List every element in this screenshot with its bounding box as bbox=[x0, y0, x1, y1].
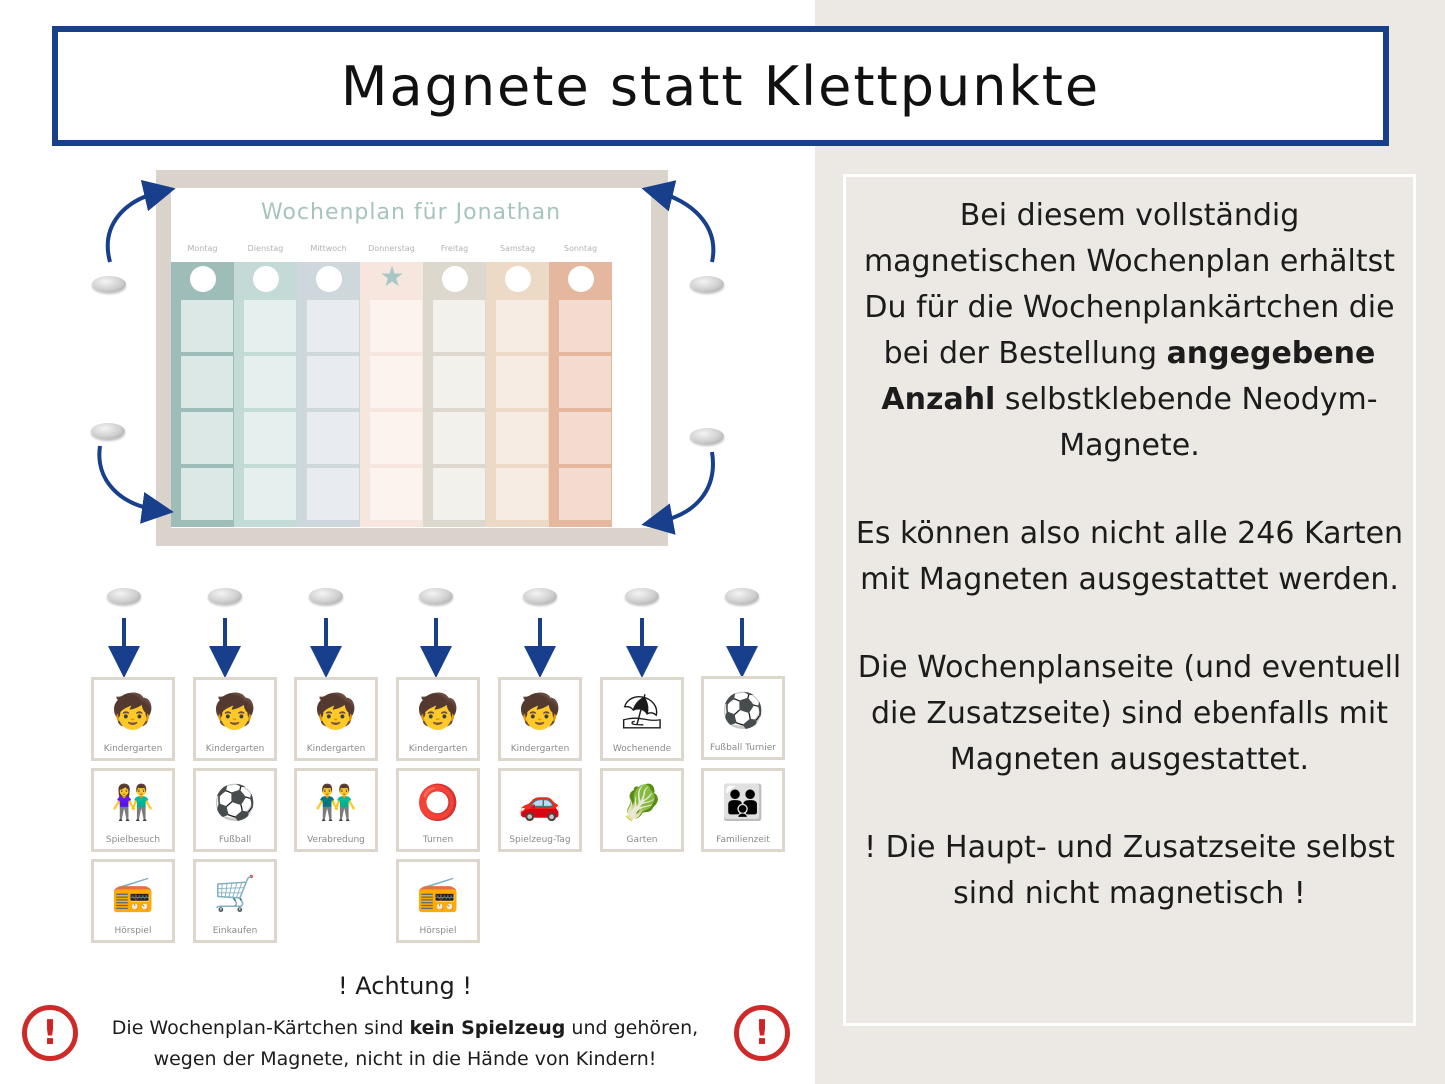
card-label: Kindergarten bbox=[103, 744, 163, 754]
kindergarten-icon: 🧒 bbox=[111, 692, 155, 732]
week-card bbox=[600, 677, 684, 761]
planner-slot bbox=[559, 356, 611, 408]
info-paragraph-3: Die Wochenplanseite (und eventuell die Zusatzseite) sind ebenfalls mit Magneten ausgestattet. bbox=[857, 650, 1402, 777]
card-label: Hörspiel bbox=[419, 926, 457, 936]
warning-heading: ! Achtung ! bbox=[338, 972, 472, 1000]
planner-day-label: Freitag bbox=[440, 244, 469, 253]
arrow-top-left bbox=[108, 192, 160, 262]
planner-slot bbox=[181, 412, 233, 464]
card-label: Einkaufen bbox=[212, 926, 258, 936]
planner-slot bbox=[433, 356, 485, 408]
magnet-icon bbox=[107, 588, 141, 604]
planner-circle bbox=[505, 266, 531, 292]
card-label: Spielzeug-Tag bbox=[509, 835, 571, 845]
planner-day-label: Mittwoch bbox=[310, 244, 347, 253]
card-label: Verabredung bbox=[307, 835, 365, 845]
planner-column bbox=[486, 262, 549, 527]
info-bold-text: angegebene Anzahl bbox=[881, 336, 1376, 417]
planner-slot bbox=[244, 300, 296, 352]
warning-icon: ! bbox=[734, 1005, 790, 1061]
planner-slot bbox=[370, 300, 422, 352]
planner-slot bbox=[370, 468, 422, 520]
planner-slot bbox=[433, 300, 485, 352]
card-label: Fußball bbox=[218, 835, 252, 845]
planner-slot bbox=[181, 356, 233, 408]
info-paragraph-4: ! Die Haupt- und Zusatzseite selbst sind nicht magnetisch ! bbox=[864, 830, 1395, 911]
card-label: Kindergarten bbox=[408, 744, 468, 754]
week-card bbox=[498, 768, 582, 852]
planner-slot bbox=[433, 412, 485, 464]
planner-day-label: Montag bbox=[187, 244, 218, 253]
warning-line1: Die Wochenplan-Kärtchen sind bbox=[111, 1017, 410, 1039]
card-label: Fußball Turnier bbox=[710, 743, 776, 753]
planner-circle bbox=[253, 266, 279, 292]
shopping-icon: 🛒 bbox=[213, 874, 257, 914]
week-card bbox=[498, 677, 582, 761]
magnet-icon bbox=[690, 428, 724, 444]
planner-slot bbox=[559, 468, 611, 520]
info-text: selbstklebende Neodym-Magnete. bbox=[995, 382, 1378, 463]
planner-slot bbox=[559, 412, 611, 464]
page-title: Magnete statt Klettpunkte bbox=[340, 54, 1101, 118]
week-card bbox=[193, 859, 277, 943]
warning-icon: ! bbox=[22, 1005, 78, 1061]
week-card bbox=[294, 768, 378, 852]
arrow-bottom-left bbox=[99, 446, 158, 510]
magnet-icon bbox=[690, 276, 724, 292]
planner-day-label: Donnerstag bbox=[368, 244, 415, 253]
week-card bbox=[396, 768, 480, 852]
info-text: Bei diesem vollständig magnetischen Wochenplan erhältst Du für die Wochenplankärtchen die bei der Bestellung bbox=[863, 198, 1396, 371]
week-card bbox=[600, 768, 684, 852]
magnet-icon bbox=[419, 588, 453, 604]
week-card bbox=[193, 677, 277, 761]
gym-rings-icon: ⭕ bbox=[416, 783, 460, 823]
planner-days bbox=[171, 244, 651, 256]
week-card bbox=[91, 768, 175, 852]
planner-slot bbox=[307, 412, 359, 464]
planner-slot bbox=[244, 412, 296, 464]
star-icon: ★ bbox=[379, 260, 405, 293]
card-label: Garten bbox=[626, 835, 658, 845]
meeting-icon: 👬 bbox=[314, 783, 358, 823]
card-label: Familienzeit bbox=[716, 835, 770, 845]
info-box bbox=[843, 174, 1416, 1026]
card-label: Kindergarten bbox=[510, 744, 570, 754]
radio-icon: 📻 bbox=[416, 874, 460, 914]
magnet-icon bbox=[309, 588, 343, 604]
kindergarten-icon: 🧒 bbox=[518, 692, 562, 732]
planner-column bbox=[171, 262, 234, 527]
planner-slot bbox=[496, 468, 548, 520]
week-card bbox=[701, 676, 785, 760]
planner-slot bbox=[370, 356, 422, 408]
warning-text bbox=[90, 1013, 720, 1075]
family-icon: 👪 bbox=[721, 783, 765, 823]
planner-slot bbox=[307, 300, 359, 352]
magnet-icon bbox=[725, 588, 759, 604]
week-card bbox=[396, 677, 480, 761]
planner-slot bbox=[496, 300, 548, 352]
week-card bbox=[91, 677, 175, 761]
title-banner bbox=[52, 26, 1389, 146]
weekly-planner bbox=[171, 188, 651, 528]
radio-icon: 📻 bbox=[111, 874, 155, 914]
planner-slot bbox=[496, 412, 548, 464]
kindergarten-icon: 🧒 bbox=[416, 692, 460, 732]
magnet-icon bbox=[92, 276, 126, 292]
planner-circle bbox=[316, 266, 342, 292]
planner-column bbox=[423, 262, 486, 527]
info-paragraph-1 bbox=[850, 193, 1409, 469]
magnet-icon bbox=[91, 423, 125, 439]
magnet-icon bbox=[523, 588, 557, 604]
card-label: Turnen bbox=[422, 835, 454, 845]
planner-slot bbox=[433, 468, 485, 520]
planner-slot bbox=[370, 412, 422, 464]
planner-column bbox=[360, 262, 423, 527]
warning-bold: kein Spielzeug bbox=[409, 1017, 566, 1039]
week-card bbox=[91, 859, 175, 943]
planner-day-label: Sonntag bbox=[563, 244, 598, 253]
planner-circle bbox=[190, 266, 216, 292]
playdate-icon: 👫 bbox=[111, 783, 155, 823]
magnet-icon bbox=[208, 588, 242, 604]
planner-slot bbox=[181, 468, 233, 520]
card-label: Wochenende bbox=[612, 744, 672, 754]
card-label: Spielbesuch bbox=[105, 835, 161, 845]
planner-slot bbox=[496, 356, 548, 408]
planner-column bbox=[234, 262, 297, 527]
planner-day-label: Dienstag bbox=[247, 244, 284, 253]
magnet-icon bbox=[625, 588, 659, 604]
week-card bbox=[701, 768, 785, 852]
planner-column bbox=[297, 262, 360, 527]
football-tournament-icon: ⚽ bbox=[721, 691, 765, 731]
football-icon: ⚽ bbox=[213, 783, 257, 823]
planner-slot bbox=[244, 356, 296, 408]
warning-line1-end: und gehören, bbox=[565, 1017, 699, 1039]
week-card bbox=[396, 859, 480, 943]
planner-circle bbox=[442, 266, 468, 292]
week-card bbox=[294, 677, 378, 761]
planner-slot bbox=[244, 468, 296, 520]
planner-title: Wochenplan für Jonathan bbox=[260, 200, 562, 225]
planner-circle bbox=[568, 266, 594, 292]
card-label: Kindergarten bbox=[306, 744, 366, 754]
planner-column bbox=[549, 262, 612, 527]
garden-icon: 🥬 bbox=[620, 783, 664, 823]
warning-line2: wegen der Magnete, nicht in die Hände von Kindern! bbox=[153, 1048, 657, 1070]
toy-car-icon: 🚗 bbox=[518, 783, 562, 823]
planner-slot bbox=[307, 468, 359, 520]
planner-slot bbox=[181, 300, 233, 352]
hammock-icon: ⛱ bbox=[620, 692, 664, 732]
planner-slot bbox=[307, 356, 359, 408]
planner-day-label: Samstag bbox=[499, 244, 536, 253]
card-label: Kindergarten bbox=[205, 744, 265, 754]
week-card bbox=[193, 768, 277, 852]
planner-slot bbox=[559, 300, 611, 352]
kindergarten-icon: 🧒 bbox=[213, 692, 257, 732]
kindergarten-icon: 🧒 bbox=[314, 692, 358, 732]
card-label: Hörspiel bbox=[114, 926, 152, 936]
info-paragraph-2: Es können also nicht alle 246 Karten mit Magneten ausgestattet werden. bbox=[855, 516, 1404, 597]
